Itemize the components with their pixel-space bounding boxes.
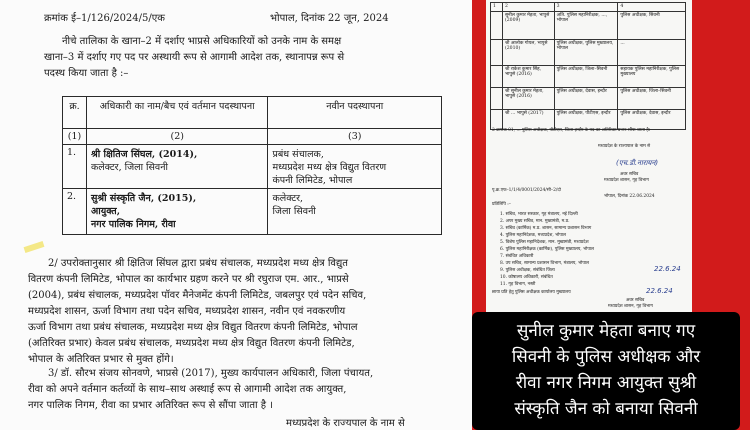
table-cell: श्री ... भापुसे (2017) bbox=[502, 109, 554, 129]
copy-list-item: 5. विशेष पुलिस महानिदेशक, मान. मुख्यमंत्री, मध्यप्रदेश bbox=[500, 240, 589, 245]
para3-line: 3/ डॉ. सौरभ संजय सोनवणे, भाप्रसे (2017), मुख्य कार्यपालन अधिकारी, जिला पंचायत, bbox=[48, 368, 374, 379]
governor-footer: मध्यप्रदेश के राज्यपाल के नाम से bbox=[286, 418, 405, 429]
para2-line: (अतिरिक्त प्रभार) केवल प्रबंध संचालक, मध्यप्रदेश मध्य क्षेत्र विद्युत वितरण कंपनी लिमिटेड, bbox=[28, 338, 355, 349]
copy-list-item: 11. गृह विभाग, नस्ती bbox=[500, 282, 536, 287]
para2-line: ऊर्जा विभाग तथा प्रबंध संचालक, मध्यप्रदेश मध्य क्षेत्र विद्युत वितरण कंपनी लिमिटेड, भोपाल bbox=[28, 322, 358, 333]
table-header-row bbox=[491, 3, 686, 12]
caption-line: संस्कृति जैन को बनाया सिवनी bbox=[514, 399, 698, 419]
table-cell: श्री राकेश कुमार सिंह, भापुसे (2016) bbox=[502, 65, 554, 87]
para3-line: नगर पालिक निगम, रीवा का प्रभार अतिरिक्त रूप से सौंपा जाता है । bbox=[28, 400, 274, 411]
para3-line: रीवा को अपने वर्तमान कर्तव्यों के साथ–साथ अस्थाई रूप से आगामी आदेश तक आयुक्त, bbox=[28, 384, 347, 395]
col-number: (3) bbox=[268, 129, 442, 145]
table-cell: पुलिस अधीक्षक, देवास, इन्दौर bbox=[618, 109, 686, 129]
signatory-title: अवर सचिव bbox=[620, 172, 639, 177]
copy-list-item: 7. संबंधित अधिकारी bbox=[500, 254, 534, 259]
footer-note: छाया प्रति हेतु पुलिस अधीक्षक कार्यालय मुख्यालय bbox=[492, 290, 571, 295]
police-transfer-table bbox=[490, 2, 686, 130]
officer-name: श्री क्षितिज सिंघल, (2014), bbox=[90, 149, 198, 160]
col-number: (1) bbox=[63, 129, 87, 145]
signature-date-2: 22.6.24 bbox=[646, 287, 673, 295]
order-date: भोपाल, दिनांक 22.06.2024 bbox=[604, 194, 655, 199]
governor-line: मध्यप्रदेश के राज्यपाल के नाम से bbox=[598, 144, 651, 149]
col-number: (2) bbox=[86, 129, 267, 145]
intro-line-1: नीचे तालिका के खाना–2 में दर्शाए भाप्रसे अधिकारियों को उनके नाम के समक्ष bbox=[62, 36, 342, 47]
table-row bbox=[491, 65, 686, 87]
signatory-dept-2: मध्यप्रदेश शासन, गृह विभाग bbox=[608, 304, 653, 309]
para2-line: वितरण कंपनी लिमिटेड, भोपाल का कार्यभार ग्रहण करने पर श्री रघुराज एम. आर., भाप्रसे bbox=[28, 274, 349, 285]
copy-list-item: 1. सचिव, भारत सरकार, गृह मंत्रालय, नई दिल्ली bbox=[500, 212, 578, 217]
posting-line: जिला सिवनी bbox=[272, 206, 316, 217]
copy-list-item: 6. पुलिस महानिरीक्षक (कार्मिक), पुलिस मुख्यालय, भोपाल bbox=[500, 247, 594, 252]
order-reference: पृ.क्र.एफ–1/1/4/0001/2024/सी–2/दो bbox=[492, 188, 561, 193]
copy-list-item: 10. कोषालय अधिकारी, संबंधित bbox=[500, 275, 553, 280]
table-cell: श्री आलोक गोयल, भापुसे (2010) bbox=[502, 39, 554, 65]
table-cell bbox=[491, 87, 503, 109]
table-cell: सुनील कुमार मेहता, भापुसे (2009) bbox=[502, 11, 554, 39]
col-header-serial: क्र. bbox=[63, 97, 87, 129]
officer-current-post: नगर पालिक निगम, रीवा bbox=[90, 219, 176, 230]
table-row bbox=[63, 189, 442, 235]
posting-line: कलेक्टर, bbox=[272, 193, 304, 204]
highlighter-mark bbox=[24, 241, 45, 253]
col-number: 1 bbox=[491, 3, 503, 12]
intro-line-3: पदस्थ किया जाता है :– bbox=[44, 68, 129, 79]
table-cell: पुलिस अधीक्षक, जिला–सिवनी bbox=[618, 87, 686, 109]
table-row bbox=[491, 11, 686, 39]
order-number: क्रमांक ई–1/126/2024/5/एक bbox=[44, 13, 165, 24]
order-note: 2 क्रमांक 01, ... पुलिस अधीक्षक, पीटीएस, जिला इन्दौर के पद का अतिरिक्त प्रभार सौंपा जाता है। bbox=[492, 128, 651, 133]
place-date: भोपाल, दिनांक 22 जून, 2024 bbox=[270, 13, 389, 24]
signature-name: (एच.डी.नारायन) bbox=[616, 159, 659, 167]
table-cell: सहायक पुलिस महानिरीक्षक, पुलिस मुख्यालय bbox=[618, 65, 686, 87]
para2-line: मध्यप्रदेश शासन, ऊर्जा विभाग तथा पदेन सचिव, मध्यप्रदेश शासन, नवीन एवं नवकरणीय bbox=[28, 306, 346, 317]
col-header-new-posting: नवीन पदस्थापना bbox=[268, 97, 442, 129]
para2-line: (2004), प्रबंध संचालक, मध्यप्रदेश पॉवर मैनेजमेंट कंपनी लिमिटेड, जबलपुर एवं पदेन सचिव, bbox=[28, 290, 367, 301]
officer-current-post: आयुक्त, bbox=[90, 206, 121, 217]
signatory-dept: मध्यप्रदेश शासन, गृह विभाग bbox=[604, 178, 649, 183]
caption-line: रीवा नगर निगम आयुक्त सुश्री bbox=[515, 373, 697, 393]
table-cell: पुलिस अधीक्षक, पुलिस मुख्यालय, भोपाल bbox=[554, 39, 618, 65]
right-document bbox=[486, 0, 692, 330]
col-number: 3 bbox=[554, 3, 618, 12]
copy-to-label: प्रतिलिपि :– bbox=[492, 202, 511, 207]
copy-list-item: 3. सचिव (कार्मिक) म.प्र. शासन, सामान्य प्रशासन विभाग bbox=[500, 226, 592, 231]
col-number: 4 bbox=[618, 3, 686, 12]
table-cell: पुलिस अधीक्षक, सिवनी bbox=[618, 11, 686, 39]
col-header-officer: अधिकारी का नाम/बैच एवं वर्तमान पदस्थापना bbox=[86, 97, 267, 129]
row-serial: 1. bbox=[63, 145, 87, 189]
para2-line: 2/ उपरोक्तानुसार श्री क्षितिज सिंघल द्वारा प्रबंध संचालक, मध्यप्रदेश मध्य क्षेत्र विद्युत bbox=[48, 258, 348, 269]
caption-line: सुनील कुमार मेहता बनाए गए bbox=[516, 321, 696, 341]
headline-caption-box bbox=[472, 312, 740, 430]
posting-line: कंपनी लिमिटेड, भोपाल bbox=[272, 175, 353, 186]
table-cell: अति. पुलिस महानिरीक्षक, ..., भोपाल bbox=[554, 11, 618, 39]
caption-line: सिवनी के पुलिस अधीक्षक और bbox=[511, 347, 701, 367]
table-cell: ... bbox=[618, 39, 686, 65]
copy-list-item: 2. अपर मुख्य सचिव, मान. मुख्यमंत्री, म.प्र. bbox=[500, 219, 570, 224]
table-cell bbox=[491, 39, 503, 65]
signature-date: 22.6.24 bbox=[654, 265, 681, 273]
para2-line: भोपाल के अतिरिक्त प्रभार से मुक्त होंगे। bbox=[28, 354, 174, 365]
table-row bbox=[491, 109, 686, 129]
posting-table bbox=[62, 96, 442, 235]
table-cell: पुलिस अधीक्षक, देवास, इन्दौर bbox=[554, 87, 618, 109]
table-row bbox=[491, 87, 686, 109]
copy-list-item: 4. पुलिस महानिदेशक, मध्यप्रदेश, भोपाल bbox=[500, 233, 566, 238]
copy-list-item: 8. उप सचिव, सामान्य प्रशासन विभाग, मंत्रालय, भोपाल bbox=[500, 261, 589, 266]
headline-caption bbox=[478, 318, 734, 422]
intro-line-2: खाना–3 में दर्शाए गए पद पर अस्थायी रूप से आगामी आदेश तक, स्थानापन्न रूप से bbox=[44, 52, 345, 63]
row-officer bbox=[86, 145, 267, 189]
posting-line: मध्यप्रदेश मध्य क्षेत्र विद्युत वितरण bbox=[272, 162, 387, 173]
row-officer bbox=[86, 189, 267, 235]
officer-name: सुश्री संस्कृति जैन, (2015), bbox=[90, 193, 197, 204]
col-number: 2 bbox=[502, 3, 554, 12]
table-cell: पुलिस अधीक्षक, पीटीएस, इन्दौर bbox=[554, 109, 618, 129]
table-colnum-row bbox=[63, 129, 442, 145]
table-cell bbox=[491, 109, 503, 129]
table-cell bbox=[491, 65, 503, 87]
table-cell bbox=[491, 11, 503, 39]
table-header-row bbox=[63, 97, 442, 129]
table-cell: श्री सुनील कुमार मेहता, भापुसे (2016) bbox=[502, 87, 554, 109]
table-cell: पुलिस अधीक्षक, जिला–सिवनी bbox=[554, 65, 618, 87]
table-row bbox=[491, 39, 686, 65]
signatory-title-2: अवर सचिव bbox=[626, 298, 645, 303]
row-serial: 2. bbox=[63, 189, 87, 235]
row-new-posting bbox=[268, 145, 442, 189]
officer-current-post: कलेक्टर, जिला सिवनी bbox=[90, 162, 168, 173]
table-row bbox=[63, 145, 442, 189]
copy-list-item: 9. पुलिस अधीक्षक, संबंधित जिला bbox=[500, 268, 555, 273]
posting-line: प्रबंध संचालक, bbox=[272, 149, 324, 160]
row-new-posting bbox=[268, 189, 442, 235]
